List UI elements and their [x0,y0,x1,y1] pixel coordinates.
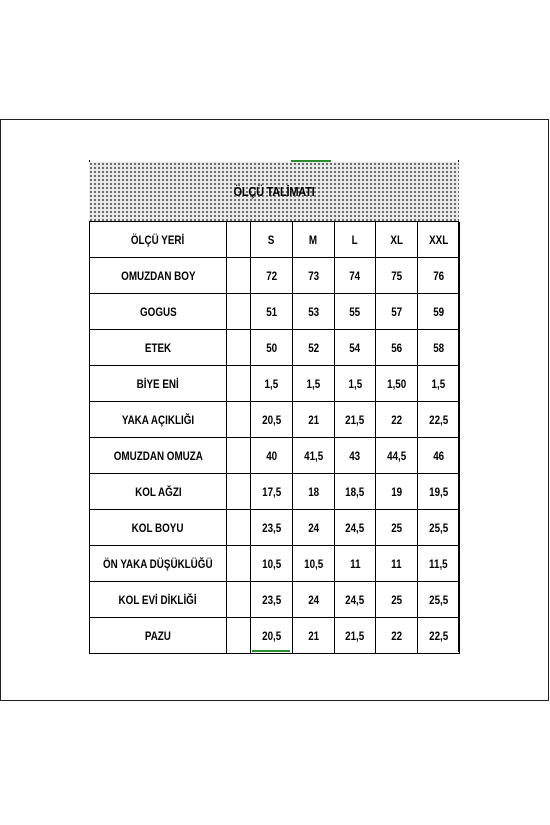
measurement-value-cell [376,546,418,582]
measurement-label: OMUZDAN OMUZA [113,448,203,463]
measurement-value: 18,5 [345,484,365,499]
size-label: S [268,232,275,247]
measurement-value: 20,5 [261,628,281,643]
measurement-value-cell [418,510,460,546]
measurement-label: ETEK [144,340,172,355]
measurement-value-cell [292,582,334,618]
table-row [90,402,460,438]
measurement-value-cell [418,330,460,366]
measurement-value-cell [376,402,418,438]
measurement-label-cell [90,582,227,618]
blank-cell [227,582,251,618]
measurement-value: 76 [433,268,445,283]
measurement-value: 59 [433,304,445,319]
measurement-value: 22,5 [429,412,449,427]
size-header-cell [376,222,418,258]
table-row [90,546,460,582]
measurement-value: 72 [265,268,277,283]
measurement-value-cell [418,546,460,582]
measurement-value-cell [334,546,376,582]
measurement-value: 22 [391,412,403,427]
size-label: XL [390,232,404,247]
measurement-value-cell [418,366,460,402]
blank-cell [227,438,251,474]
table-row [90,330,460,366]
measurement-value-cell [334,618,376,654]
measurement-value: 19 [391,484,403,499]
title-band [89,162,459,222]
size-header-cell [292,222,334,258]
size-label: L [351,232,358,247]
measurement-value-cell [292,618,334,654]
measurement-value: 21 [307,628,319,643]
size-label: XXL [429,232,449,247]
size-table [89,222,460,654]
measurement-value-cell [334,402,376,438]
measurement-value: 51 [265,304,277,319]
measurement-value-cell [292,258,334,294]
table-row [90,618,460,654]
measurement-value: 74 [349,268,361,283]
measurement-label: BİYE ENİ [136,376,180,391]
measurement-label: PAZU [144,628,172,643]
measurement-value: 50 [265,340,277,355]
size-header-cell [251,222,293,258]
measurement-value: 11 [391,556,402,571]
measurement-value: 25,5 [429,520,449,535]
measurement-value-cell [376,474,418,510]
measurement-value: 21 [307,412,319,427]
measurement-label: KOL EVİ DİKLİĞİ [118,592,198,607]
measurement-value: 10,5 [303,556,323,571]
measurement-label: KOL BOYU [132,520,184,535]
measurement-value: 21,5 [345,412,365,427]
chart-title: ÖLÇÜ TALİMATI [233,184,315,199]
table-row [90,294,460,330]
measurement-value: 22 [391,628,403,643]
measurement-value-cell [418,294,460,330]
measurement-value: 52 [307,340,319,355]
measurement-value-cell [292,546,334,582]
measurement-value: 20,5 [261,412,281,427]
measurement-value: 24,5 [345,592,365,607]
size-label: M [309,232,318,247]
blank-cell [227,402,251,438]
measurement-label: GOGUS [139,304,177,319]
measurement-value-cell [418,438,460,474]
blank-cell [227,294,251,330]
measurement-value: 55 [349,304,361,319]
blank-cell [227,222,251,258]
measurement-value: 41,5 [303,448,323,463]
measurement-value-cell [292,438,334,474]
measurement-value: 46 [433,448,445,463]
measurement-value: 25 [391,520,403,535]
measurement-value: 21,5 [345,628,365,643]
measurement-label-cell [90,366,227,402]
measurement-label-cell [90,258,227,294]
header-row [90,222,460,258]
size-header-cell [334,222,376,258]
measurement-value-cell [251,294,293,330]
measurement-value: 1,5 [264,376,279,391]
measurement-value-cell [251,546,293,582]
measurement-value-cell [376,294,418,330]
measurement-value: 53 [307,304,319,319]
measurement-value-cell [376,438,418,474]
measurement-value-cell [376,582,418,618]
measurement-value: 44,5 [387,448,407,463]
blank-cell [227,258,251,294]
measurement-label: ÖN YAKA DÜŞÜKLÜĞÜ [103,556,213,571]
blank-cell [227,618,251,654]
measurement-value-cell [292,402,334,438]
measurement-value: 10,5 [261,556,281,571]
measurement-value-cell [251,438,293,474]
measurement-value-cell [376,366,418,402]
table-row [90,582,460,618]
measurement-value: 23,5 [261,520,281,535]
measurement-value-cell [376,618,418,654]
measurement-value-cell [418,258,460,294]
measurement-value: 54 [349,340,361,355]
blank-cell [227,366,251,402]
measurement-value-cell [334,510,376,546]
measurement-value-cell [251,402,293,438]
measurement-value-cell [334,474,376,510]
measurement-value-cell [292,366,334,402]
measurement-value-cell [334,438,376,474]
measurement-label-cell [90,294,227,330]
measurement-value: 1,50 [387,376,407,391]
blank-cell [227,546,251,582]
measurement-value-cell [292,294,334,330]
measurement-value-cell [292,474,334,510]
measurement-value: 25,5 [429,592,449,607]
measurement-value-cell [376,510,418,546]
measurement-value: 1,5 [431,376,446,391]
measurement-value: 1,5 [348,376,362,391]
measurement-value-cell [418,582,460,618]
measurement-label-cell [90,330,227,366]
measurement-label-cell [90,438,227,474]
measurement-value: 73 [307,268,319,283]
measurement-label-cell [90,402,227,438]
header-label-cell [90,222,227,258]
measurement-value: 25 [391,592,403,607]
measurement-value: 40 [265,448,277,463]
measurement-value: 1,5 [306,376,321,391]
size-table-body [90,222,460,654]
measurement-value-cell [251,582,293,618]
measurement-value-cell [334,366,376,402]
measurement-label-cell [90,546,227,582]
measurement-value: 43 [349,448,361,463]
measurement-value-cell [251,366,293,402]
table-row [90,510,460,546]
measurement-label-cell [90,618,227,654]
measurement-value: 57 [391,304,403,319]
measurement-value-cell [251,618,293,654]
measurement-value: 17,5 [261,484,281,499]
measurement-value-cell [251,330,293,366]
measurement-value-cell [418,402,460,438]
measurement-value-cell [251,258,293,294]
measurement-value: 23,5 [261,592,281,607]
measurement-value-cell [334,294,376,330]
measurement-value: 24 [307,520,319,535]
measurement-value: 58 [433,340,445,355]
measurement-label: KOL AĞZI [134,484,182,499]
measurement-label: OMUZDAN BOY [120,268,196,283]
measurement-label-cell [90,474,227,510]
size-header-cell [418,222,460,258]
blank-cell [227,330,251,366]
measurement-value-cell [418,474,460,510]
measurement-value: 22,5 [429,628,449,643]
measurement-value-cell [334,258,376,294]
measurement-value: 11 [349,556,361,571]
header-label: ÖLÇÜ YERİ [131,232,185,247]
table-row [90,474,460,510]
table-row [90,366,460,402]
measurement-value: 11,5 [429,556,448,571]
table-row [90,258,460,294]
blank-cell [227,474,251,510]
measurement-value: 56 [391,340,403,355]
measurement-value-cell [292,510,334,546]
table-row [90,438,460,474]
measurement-value-cell [251,474,293,510]
measurement-value: 19,5 [429,484,449,499]
blank-cell [227,510,251,546]
measurement-value: 24,5 [345,520,365,535]
measurement-value-cell [251,510,293,546]
measurement-label-cell [90,510,227,546]
measurement-value: 18 [307,484,319,499]
measurement-value-cell [376,330,418,366]
measurement-value-cell [376,258,418,294]
measurement-value-cell [292,330,334,366]
measurement-label: YAKA AÇIKLIĞI [121,412,195,427]
measurement-value: 24 [307,592,319,607]
measurement-value-cell [334,330,376,366]
measurement-value-cell [334,582,376,618]
measurement-value-cell [418,618,460,654]
measurement-value: 75 [391,268,403,283]
